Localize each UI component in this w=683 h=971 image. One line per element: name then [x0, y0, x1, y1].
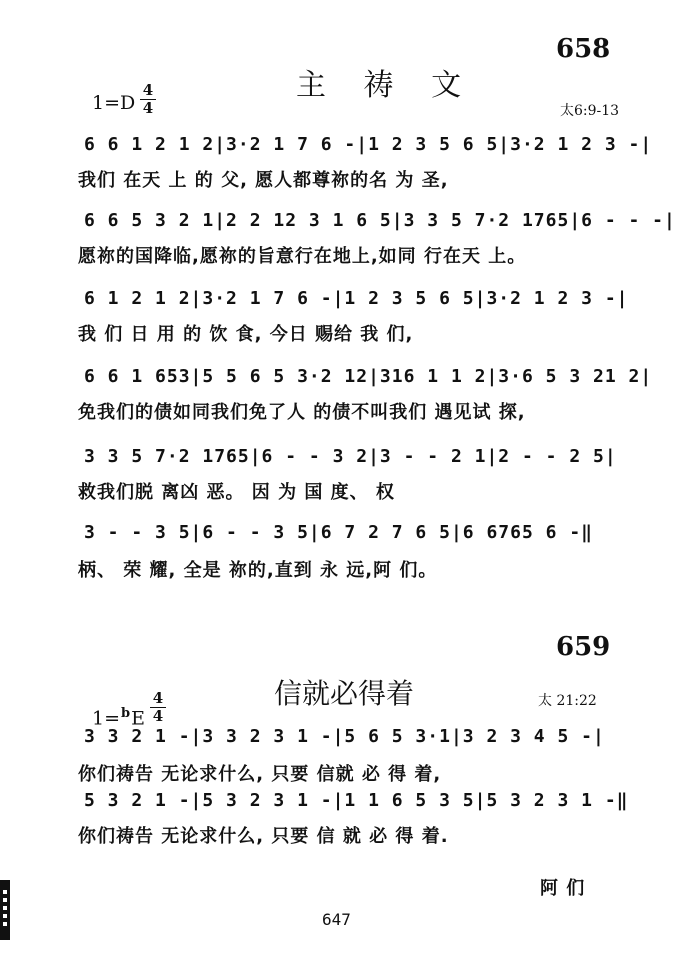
key-prefix-659: 1=	[92, 707, 121, 730]
notation-line: 3 3 2 1 -|3 3 2 3 1 -|5 6 5 3·1|3 2 3 4 5 -|	[84, 726, 605, 747]
lyric-line: 你们祷告 无论求什么, 只要 信就 必 得 着,	[78, 764, 442, 785]
key-letter-659: E	[131, 707, 145, 730]
hymn-title-659: 信就必得着	[274, 677, 415, 710]
hymn-number-659: 659	[556, 632, 611, 662]
lyric-line: 愿祢的国降临,愿祢的旨意行在地上,如同 行在天 上。	[78, 246, 527, 267]
notation-line: 3 - - 3 5|6 - - 3 5|6 7 2 7 6 5|6 6765 6 -‖	[84, 522, 593, 543]
notation-line: 6 1 2 1 2|3·2 1 7 6 -|1 2 3 5 6 5|3·2 1 2 3 -|	[84, 288, 629, 309]
flat-sign-659: b	[121, 706, 131, 721]
lyric-line: 柄、 荣 耀, 全是 祢的,直到 永 远,阿 们。	[78, 560, 438, 581]
lyric-line: 救我们脱 离凶 恶。 因 为 国 度、 权	[78, 482, 395, 503]
scripture-reference-658: 太6:9-13	[560, 103, 620, 119]
lyric-line: 免我们的债如同我们免了人 的债不叫我们 遇见试 探,	[78, 402, 526, 423]
amen-lyric: 阿 们	[540, 878, 586, 899]
meter-top-658: 4	[142, 81, 154, 99]
hymn-number-658: 658	[556, 34, 611, 64]
lyric-line: 我 们 日 用 的 饮 食, 今日 赐给 我 们,	[78, 324, 414, 345]
scripture-reference-659: 太 21:22	[538, 693, 597, 709]
time-signature-658	[140, 81, 156, 117]
notation-line: 3 3 5 7·2 1765|6 - - 3 2|3 - - 2 1|2 - - 2 5|	[84, 446, 617, 467]
meter-bottom-658: 4	[142, 99, 154, 117]
notation-line: 6 6 5 3 2 1|2 2 12 3 1 6 5|3 3 5 7·2 1765|6 - - -|	[84, 210, 676, 231]
lyric-line: 你们祷告 无论求什么, 只要 信 就 必 得 着.	[78, 826, 449, 847]
lyric-line: 我们 在天 上 的 父, 愿人都尊祢的名 为 圣,	[78, 170, 449, 191]
notation-line: 6 6 1 653|5 5 6 5 3·2 12|316 1 1 2|3·6 5 3 21 2|	[84, 366, 653, 387]
meter-top-659: 4	[152, 689, 164, 707]
hymn-title-658: 主 祷 文	[296, 68, 476, 103]
notation-line: 5 3 2 1 -|5 3 2 3 1 -|1 1 6 5 3 5|5 3 2 3 1 -‖	[84, 790, 629, 811]
meter-bottom-659: 4	[152, 707, 164, 725]
binding-edge-mark	[0, 880, 10, 940]
time-signature-659	[150, 689, 166, 725]
key-signature-658: 1=D	[92, 92, 136, 114]
notation-line: 6 6 1 2 1 2|3·2 1 7 6 -|1 2 3 5 6 5|3·2 1 2 3 -|	[84, 134, 653, 155]
page-number: 647	[322, 910, 351, 929]
